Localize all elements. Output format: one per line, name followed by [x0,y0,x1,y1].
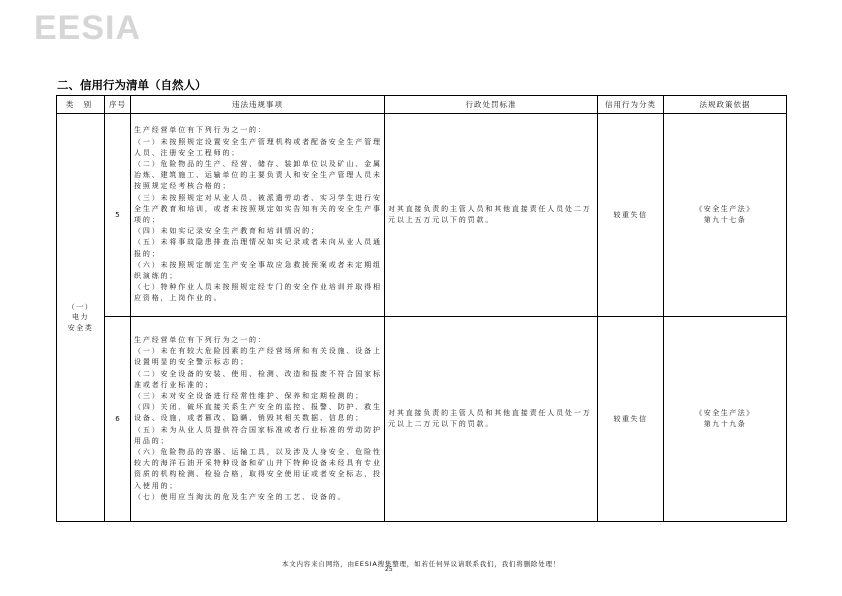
table-row [57,317,787,522]
table-header-row [57,96,787,114]
header-classification: 信用行为分类 [598,96,664,114]
penalty-cell: 对其直接负责的主管人员和其他直接责任人员处二万元以上五万元以下的罚款。 [385,114,598,317]
header-basis: 法规政策依据 [664,96,787,114]
header-category: 类 别 [57,96,105,114]
violation-item: （四）关闭、破坏直接关系生产安全的监控、报警、防护、救生设备、设施，或者篡改、隐瞒、销毁其相关数据、信息的； [134,403,382,423]
violation-item: （五）未将事故隐患排查治理情况如实记录或者未向从业人员通报的； [134,238,382,258]
category-cell [57,114,105,522]
violation-item: （四）未如实记录安全生产教育和培训情况的； [134,227,320,236]
violation-item: （六）未按照规定制定生产安全事故应急救援预案或者未定期组织演练的； [134,260,382,281]
category-line: 安全类 [67,323,94,332]
violation-item: （三）未按照规定对从业人员、被派遣劳动者、实习学生进行安全生产教育和培训，或者未按照规定如实告知有关的安全生产事项的； [134,193,382,224]
row-number: 6 [105,317,131,522]
table-row [57,114,787,317]
violation-intro: 生产经营单位有下列行为之一的： [134,335,267,344]
header-penalty: 行政处罚标准 [385,96,598,114]
violation-item: （七）特种作业人员未按照规定经专门的安全作业培训并取得相应资格，上岗作业的。 [134,283,382,303]
credit-behavior-table [56,95,787,522]
page-number: 25 [385,566,393,573]
violation-cell [131,317,385,522]
violation-cell [131,114,385,317]
category-line: （一） [67,302,94,311]
header-violation: 违法违规事项 [131,96,385,114]
basis-article: 第九十九条 [703,420,747,428]
header-number: 序号 [105,96,131,114]
category-line: 电力 [72,313,89,322]
violation-item: （二）危险物品的生产、经营、储存、装卸单位以及矿山、金属冶炼、建筑施工、运输单位的主要负责人和安全生产管理人员未按照规定经考核合格的； [134,159,382,191]
footer-notice: 本文内容来自网络，由EESIA搜集整理，如若任何异议请联系我们，我们将删除处理！ [281,560,561,568]
basis-article: 第九十七条 [703,216,747,224]
violation-item: （三）未对安全设备进行经常性维护、保养和定期检测的； [134,391,365,400]
penalty-cell: 对其直接负责的主管人员和其他直接责任人员处一万元以上二万元以下的罚款。 [385,317,598,522]
basis-law: 《安全生产法》 [695,205,755,213]
row-number: 5 [105,114,131,317]
violation-item: （六）危险物品的容器、运输工具，以及涉及人身安全、危险性较大的海洋石油开采特种设备和矿山井下特种设备未经具有专业资质的机构检测、检验合格，取得安全使用证或者安全标志，投入使用的； [134,448,382,490]
classification-cell: 较重失信 [598,317,664,522]
basis-cell [664,317,787,522]
violation-item: （二）安全设备的安装、使用、检测、改造和报废不符合国家标准或者行业标准的； [134,369,382,389]
violation-intro: 生产经营单位有下列行为之一的： [134,126,267,135]
violation-item: （五）未为从业人员提供符合国家标准或者行业标准的劳动防护用品的； [134,425,382,445]
violation-item: （一）未在有较大危险因素的生产经营场所和有关设施、设备上设置明显的安全警示标志的； [134,347,382,367]
violation-item: （七）使用应当淘汰的危及生产安全的工艺、设备的。 [134,492,347,501]
basis-cell [664,114,787,317]
basis-law: 《安全生产法》 [695,409,755,417]
section-title: 二、信用行为清单（自然人） [57,78,207,92]
classification-cell: 较重失信 [598,114,664,317]
violation-item: （一）未按照规定设置安全生产管理机构或者配备安全生产管理人员、注册安全工程师的； [134,137,382,157]
eesia-logo: EESIA [34,9,142,47]
